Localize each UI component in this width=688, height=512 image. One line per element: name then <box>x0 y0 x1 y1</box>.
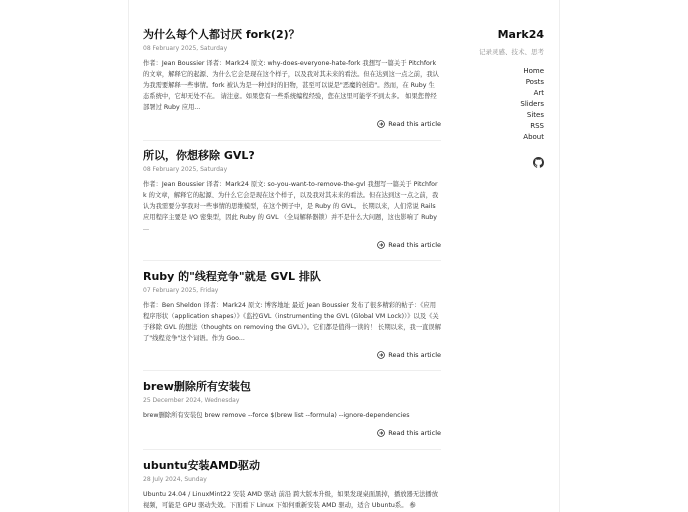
github-icon <box>533 157 544 168</box>
post-separator <box>143 370 441 371</box>
read-article-label: Read this article <box>388 351 441 359</box>
post-separator <box>143 140 441 141</box>
post-title[interactable]: 为什么每个人都讨厌 fork(2)？ <box>143 28 300 41</box>
post-date: 25 December 2024, Wednesday <box>143 397 240 404</box>
arrow-circle-icon <box>377 351 385 359</box>
post-title[interactable]: Ruby 的"线程竞争"就是 GVL 排队 <box>143 270 321 283</box>
read-article-link[interactable] <box>377 428 441 438</box>
site-nav <box>424 66 544 143</box>
post-title[interactable]: 所以，你想移除 GVL? <box>143 149 255 162</box>
post-item <box>143 28 441 113</box>
read-article-link[interactable] <box>377 350 441 360</box>
post-excerpt: 作者：Ben Sheldon 译者：Mark24 原文: 博客地址 最近 Jean Boussier 发布了很多精彩的帖子：《应用程序形状（application shapes）》《监控GVL（instrumenting the GVL (Global VM Lock)）》以及《关于移除 GVL 的想法（thoughts on removing the GVL）》。它们都是值得一读的！ 长期以来，我一直误解了"线程竞争"这个词语。作为 Goo... <box>143 302 442 342</box>
post-separator <box>143 260 441 261</box>
post-item <box>143 270 441 344</box>
arrow-circle-icon <box>377 241 385 249</box>
post-separator <box>143 449 441 450</box>
nav-home[interactable]: Home <box>523 67 544 75</box>
post-excerpt: Ubuntu 24.04 / LinuxMint22 安装 AMD 驱动 前沿 跨大版本升级，如果发现桌面黑掉，播放器无法播放视频，可能是 GPU 驱动失效。下面看下 Linux 下如何重新安装 AMD 驱动，适合 Ubuntu系。 参 <box>143 491 439 509</box>
nav-rss[interactable]: RSS <box>530 122 544 130</box>
post-date: 08 February 2025, Saturday <box>143 45 228 52</box>
arrow-circle-icon <box>377 429 385 437</box>
read-article-label: Read this article <box>388 429 441 437</box>
post-excerpt: 作者：Jean Boussier 译者：Mark24 原文: why-does-everyone-hate-fork 我想写一篇关于 Pitchfork 的文章，解释它的起源、为什么它会是现在这个样子，以及我对其未来的看法。但在达到这一点之前，我认为我需要解释一些事情。fork 被认为是一种过时的旧物，甚至可以说是"恶魔的创造"。然而，在 Ruby 生态系统中，它却无处不在。 请注意。如果您有一些系统编程经验，您在这里可能学不到太多。 如果您曾经部署过 Ruby 应用... <box>143 60 439 111</box>
post-date: 08 February 2025, Saturday <box>143 166 228 173</box>
post-excerpt: brew删除所有安装包 brew remove --force $(brew list --formula) --ignore-dependencies <box>143 412 410 419</box>
post-date: 07 February 2025, Friday <box>143 287 219 294</box>
nav-sites[interactable]: Sites <box>526 111 544 119</box>
github-link[interactable] <box>424 157 544 168</box>
site-brand[interactable]: Mark24 <box>497 28 544 41</box>
post-excerpt: 作者：Jean Boussier 译者：Mark24 原文: so-you-want-to-remove-the-gvl 我想写一篇关于 Pitchfork 的文章，解释它的起源、为什么它会是现在这个样子，以及我对其未来的看法。但在达到这一点之前，我认为我需要分享我对一些事情的思维模型，在这个例子中，是 Ruby 的 GVL。 长期以来，人们常说 Rails 应用程序主要是 I/O 密集型，因此 Ruby 的 GVL （全局解释器锁）并不是什么大问题，这也影响了 Ruby ... <box>143 181 439 232</box>
read-article-link[interactable] <box>377 240 441 250</box>
post-date: 28 July 2024, Sunday <box>143 476 207 483</box>
arrow-circle-icon <box>377 120 385 128</box>
nav-about[interactable]: About <box>523 133 544 141</box>
read-article-label: Read this article <box>388 120 441 128</box>
sidebar <box>424 28 544 168</box>
nav-posts[interactable]: Posts <box>525 78 544 86</box>
nav-art[interactable]: Art <box>533 89 544 97</box>
post-title[interactable]: ubuntu安装AMD驱动 <box>143 459 261 472</box>
post-item <box>143 149 441 234</box>
post-item <box>143 380 441 421</box>
nav-sliders[interactable]: Sliders <box>520 100 544 108</box>
read-article-label: Read this article <box>388 241 441 249</box>
post-item <box>143 459 441 511</box>
post-title[interactable]: brew删除所有安装包 <box>143 380 251 393</box>
site-tagline: 记录灵感、技术、思考 <box>479 48 544 56</box>
